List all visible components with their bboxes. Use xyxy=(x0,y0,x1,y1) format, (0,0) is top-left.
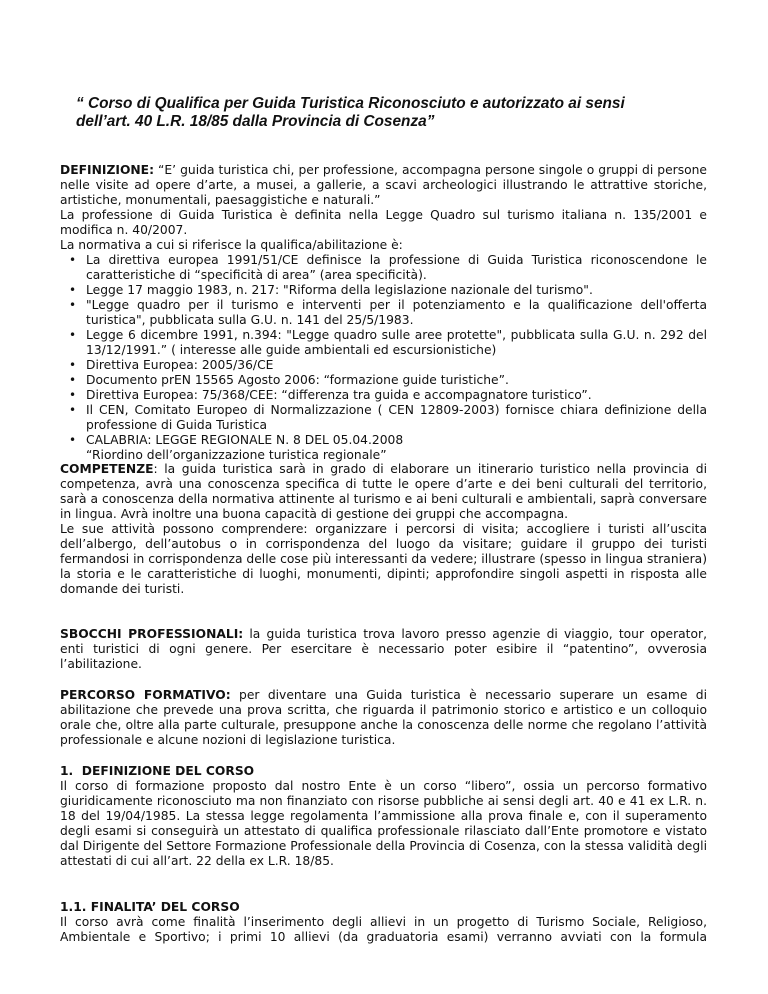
sbocchi-label: SBOCCHI PROFESSIONALI: xyxy=(60,627,244,641)
competenze-attivita: Le sue attività possono comprendere: organizzare i percorsi di visita; accogliere i turisti all’uscita dell’albergo, dell’autobus o in corrispondenza del luogo da visitare; guidare il gruppo dei turisti fermandosi in corrispondenza delle cose più interessanti da vedere; illustrare (spesso in lingua straniera) la storia e le caratteristiche di luoghi, monumenti, dipinti; approfondire singoli aspetti in risposta alle domande dei turisti. xyxy=(60,522,707,596)
normativa-item: • La direttiva europea 1991/51/CE definisce la professione di Guida Turistica riconoscendone le caratteristiche di “specificità di area” (area specificità). xyxy=(60,253,707,283)
calabria-law-title: • CALABRIA: LEGGE REGIONALE N. 8 DEL 05.04.2008 xyxy=(86,433,404,447)
normativa-list xyxy=(60,253,707,463)
normativa-item: • Legge 17 maggio 1983, n. 217: "Riforma della legislazione nazionale del turismo". xyxy=(60,283,707,298)
percorso-text: per diventare una Guida turistica è necessario superare un esame di abilitazione che prevede una prova scritta, che riguarda il patrimonio storico e artistico e un colloquio orale che, oltre alla parte culturale, presuppone anche la conoscenza delle norme che regolano l’attività professionale e alcune nozioni di legislazione turistica. xyxy=(60,688,707,747)
sezione-1-heading: 1. DEFINIZIONE DEL CORSO xyxy=(60,764,255,778)
sbocchi-text: la guida turistica trova lavoro presso agenzie di viaggio, tour operator, enti turistici di ogni genere. Per esercitare è necessario poter esibire il “patentino”, ovverosia l’abilitazione. xyxy=(60,627,707,671)
sezione-1-1-heading: 1.1. FINALITA’ DEL CORSO xyxy=(60,900,240,914)
definizione-section xyxy=(60,163,707,463)
sbocchi-paragraph xyxy=(60,627,707,672)
normativa-item-calabria xyxy=(60,433,707,463)
normativa-item: • Direttiva Europea: 75/368/CEE: “differenza tra guida e accompagnatore turistico”. xyxy=(60,388,707,403)
title-line-1: “ Corso di Qualifica per Guida Turistica Riconosciuto e autorizzato ai sensi xyxy=(76,95,625,112)
competenze-paragraph xyxy=(60,462,707,522)
normativa-item: • Il CEN, Comitato Europeo di Normalizzazione ( CEN 12809-2003) fornisce chiara definizione della professione di Guida Turistica xyxy=(60,403,707,433)
competenze-section xyxy=(60,462,707,597)
definizione-normativa-intro: La normativa a cui si riferisce la qualifica/abilitazione è: xyxy=(60,238,403,252)
definizione-legge-quadro: La professione di Guida Turistica è definita nella Legge Quadro sul turismo italiana n. 135/2001 e modifica n. 40/2007. xyxy=(60,208,707,237)
sezione-1-text: Il corso di formazione proposto dal nostro Ente è un corso “libero”, ossia un percorso formativo giuridicamente riconosciuto ma non finanziato con risorse pubbliche ai sensi degli art. 40 e 41 ex L.R. n. 18 del 19/04/1985. La stessa legge regolamenta l’ammissione alla prova finale e, con il superamento degli esami si conseguirà un attestato di qualifica professionale rilasciato dall’Ente promotore e vistato dal Dirigente del Settore Formazione Professionale della Provincia di Cosenza, con la stessa validità degli attestati di cui all’art. 22 della ex L.R. 18/85. xyxy=(60,779,707,868)
competenze-label: COMPETENZE xyxy=(60,462,154,476)
title-line-2: dell’art. 40 L.R. 18/85 dalla Provincia di Cosenza” xyxy=(76,113,435,130)
normativa-item: • "Legge quadro per il turismo e interventi per il potenziamento e la qualificazione dell'offerta turistica", pubblicata sulla G.U. n. 141 del 25/5/1983. xyxy=(60,298,707,328)
normativa-item: • Legge 6 dicembre 1991, n.394: "Legge quadro sulle aree protette", pubblicata sulla G.U. n. 292 del 13/12/1991.” ( interesse alle guide ambientali ed escursionistiche) xyxy=(60,328,707,358)
competenze-text: : la guida turistica sarà in grado di elaborare un itinerario turistico nella provincia di competenza, avrà una conoscenza specifica di tutte le opere d’arte e dei beni culturali del territorio, sarà a conoscenza della normativa attinente al turismo e ai beni culturali e ambientali, saprà conversare in lingua. Avrà inoltre una buona capacità di gestione dei gruppi che accompagna. xyxy=(60,462,707,521)
sezione-1-1-text: Il corso avrà come finalità l’inserimento degli allievi in un progetto di Turismo Sociale, Religioso, Ambientale e Sportivo; i primi 10 allievi (da graduatoria esami) verranno avviati con la formula xyxy=(60,915,707,944)
sezione-1 xyxy=(60,764,707,869)
calabria-law-subtitle: “Riordino dell’organizzazione turistica regionale” xyxy=(86,448,387,462)
definizione-text: “E’ guida turistica chi, per professione, accompagna persone singole o gruppi di persone nelle visite ad opere d’arte, a musei, a gallerie, a scavi archeologici illustrando le attrattive storiche, artistiche, monumentali, paesaggistiche e naturali.” xyxy=(60,163,707,207)
percorso-label: PERCORSO FORMATIVO: xyxy=(60,688,231,702)
percorso-section xyxy=(60,688,707,748)
normativa-item: • Documento prEN 15565 Agosto 2006: “formazione guide turistiche”. xyxy=(60,373,707,388)
definizione-label: DEFINIZIONE: xyxy=(60,163,155,177)
percorso-paragraph xyxy=(60,688,707,748)
normativa-item: • Direttiva Europea: 2005/36/CE xyxy=(60,358,707,373)
sbocchi-section xyxy=(60,627,707,672)
definizione-paragraph xyxy=(60,163,707,208)
sezione-1-1 xyxy=(60,900,707,945)
document-title xyxy=(76,95,696,131)
